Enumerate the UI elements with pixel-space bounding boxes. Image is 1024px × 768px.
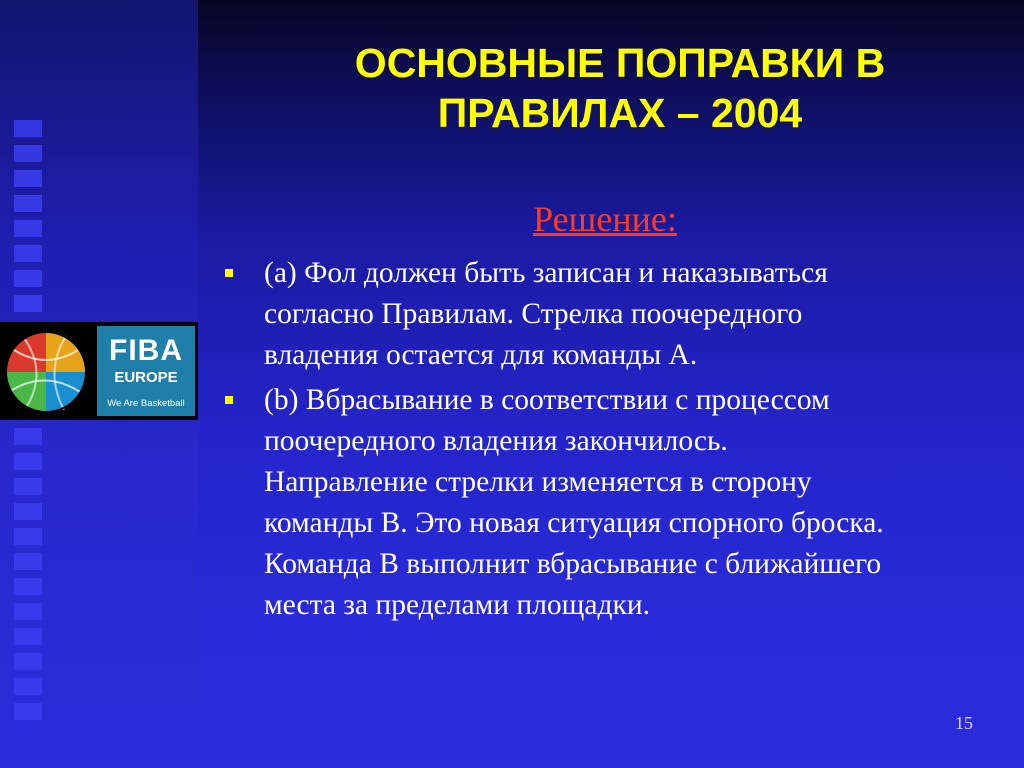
bullet-line: (a) Фол должен быть записан и наказываться bbox=[264, 257, 828, 289]
title-line: ОСНОВНЫЕ ПОПРАВКИ В bbox=[354, 40, 886, 86]
slide-title bbox=[230, 38, 1010, 138]
decor-square bbox=[14, 578, 42, 595]
decor-square bbox=[14, 145, 42, 162]
bullet-line: поочередного владения закончилось. bbox=[264, 425, 728, 457]
fiba-region: EUROPE bbox=[114, 369, 178, 386]
subtitle-text: Решение: bbox=[533, 199, 677, 239]
decor-square bbox=[14, 170, 42, 187]
decor-square bbox=[14, 120, 42, 137]
bullet-list bbox=[222, 253, 1012, 630]
title-line: ПРАВИЛАХ – 2004 bbox=[437, 90, 803, 136]
fiba-wordmark-box bbox=[97, 326, 195, 416]
decor-square bbox=[14, 428, 42, 445]
decor-square bbox=[14, 295, 42, 312]
decorative-squares-bottom bbox=[14, 428, 42, 720]
decor-square bbox=[14, 553, 42, 570]
bullet-line: (b) Вбрасывание в соответствии с процессом bbox=[264, 384, 830, 416]
decor-square bbox=[14, 453, 42, 470]
bullet-line: Команда В выполнит вбрасывание с ближайшего bbox=[264, 548, 882, 580]
slide-subtitle bbox=[440, 197, 770, 241]
page-number: 15 bbox=[955, 713, 973, 733]
decor-square bbox=[14, 653, 42, 670]
decor-square bbox=[14, 270, 42, 287]
bullet-line: команды В. Это новая ситуация спорного броска. bbox=[264, 507, 884, 539]
decor-square bbox=[14, 195, 42, 212]
decor-square bbox=[14, 220, 42, 237]
decor-square bbox=[14, 703, 42, 720]
fiba-europe-logo bbox=[0, 322, 198, 420]
decor-square bbox=[14, 678, 42, 695]
decor-square bbox=[14, 478, 42, 495]
decor-square bbox=[14, 628, 42, 645]
fiba-name: FIBA bbox=[109, 334, 183, 367]
fiba-ball-icon bbox=[4, 330, 88, 414]
bullet-line: места за пределами площадки. bbox=[264, 589, 650, 621]
square-bullet-icon bbox=[225, 269, 233, 277]
decor-square bbox=[14, 503, 42, 520]
decor-square bbox=[14, 245, 42, 262]
decorative-squares-top bbox=[14, 120, 42, 312]
fiba-tagline: We Are Basketball bbox=[107, 398, 185, 409]
bullet-line: Направление стрелки изменяется в сторону bbox=[264, 466, 812, 498]
decor-square bbox=[14, 528, 42, 545]
decor-square bbox=[14, 603, 42, 620]
bullet-item bbox=[222, 380, 1012, 626]
bullet-line: согласно Правилам. Стрелка поочередного bbox=[264, 298, 803, 330]
square-bullet-icon bbox=[225, 396, 233, 404]
bullet-line: владения остается для команды А. bbox=[264, 339, 698, 371]
bullet-item bbox=[222, 253, 1012, 376]
